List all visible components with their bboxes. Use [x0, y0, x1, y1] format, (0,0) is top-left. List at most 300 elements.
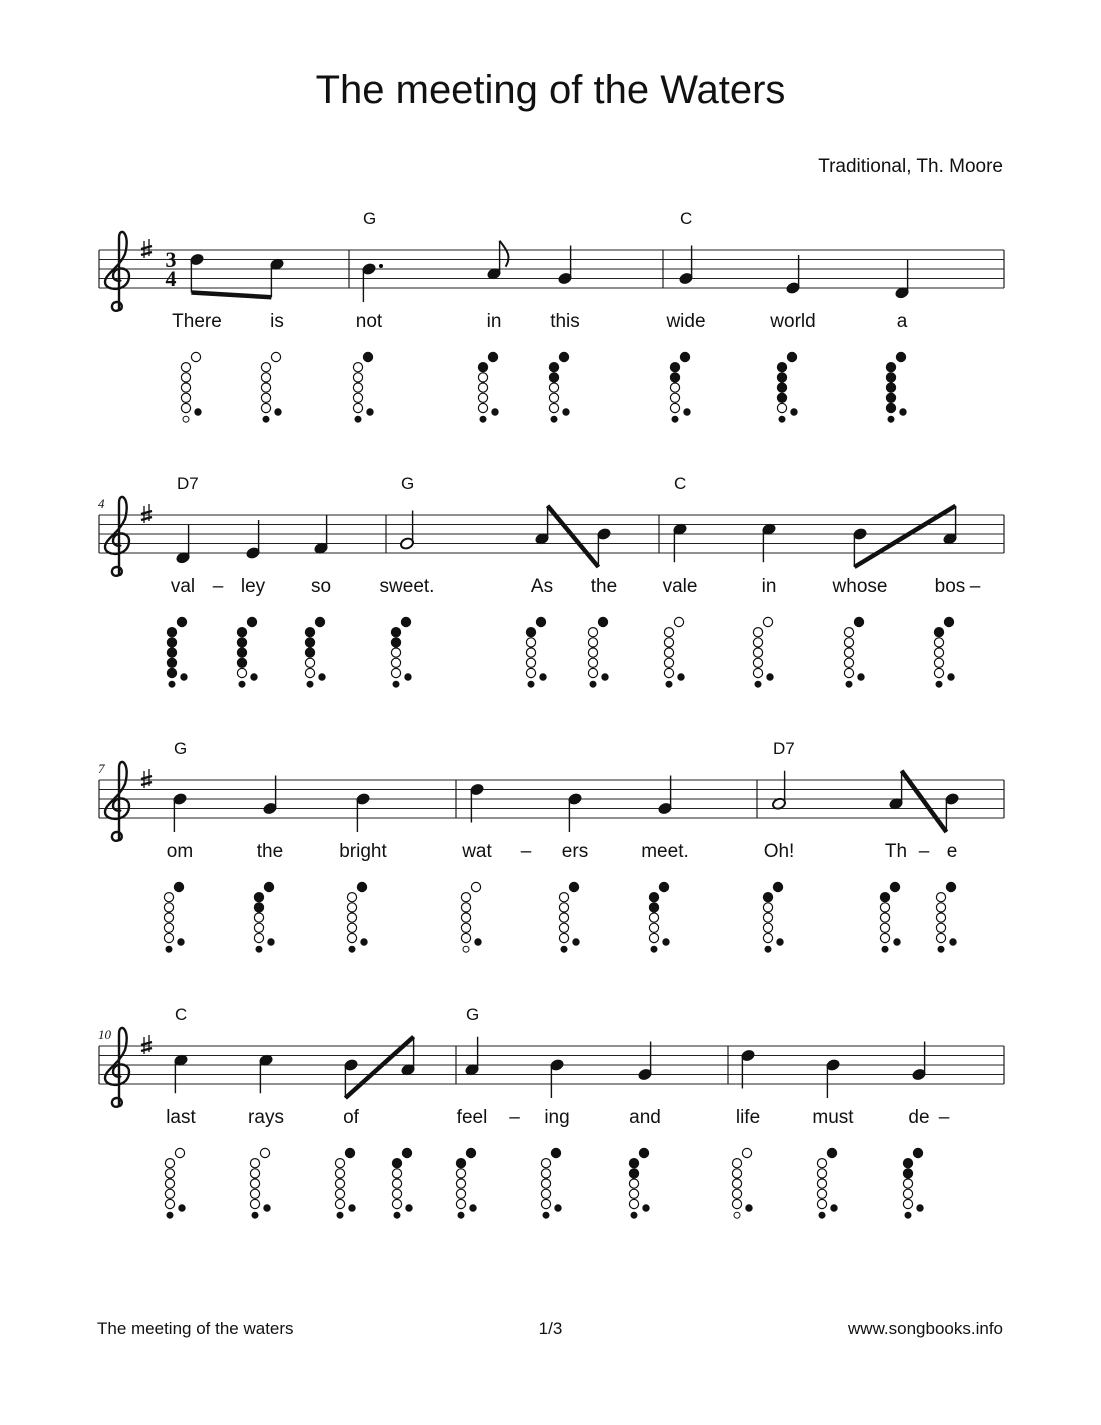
bell-hole — [179, 1205, 185, 1211]
finger-hole — [787, 352, 796, 361]
finger-hole — [461, 913, 470, 922]
finger-hole — [541, 1169, 550, 1178]
key-signature-sharp-icon — [141, 504, 152, 523]
finger-hole — [680, 352, 689, 361]
sharp-bar — [141, 782, 152, 785]
fingering-chart — [817, 1148, 837, 1218]
thumb-hole — [765, 946, 771, 952]
lyric-syllable: in — [761, 576, 777, 597]
finger-hole — [237, 638, 246, 647]
finger-hole — [670, 393, 679, 402]
key-signature-sharp-icon — [141, 239, 152, 258]
finger-hole — [763, 933, 772, 942]
finger-hole — [250, 1159, 259, 1168]
finger-hole — [461, 933, 470, 942]
fingering-chart — [629, 1148, 649, 1218]
finger-hole — [526, 638, 535, 647]
finger-hole — [936, 913, 945, 922]
bell-hole — [195, 409, 201, 415]
finger-hole — [247, 617, 256, 626]
finger-hole — [347, 933, 356, 942]
finger-hole — [664, 638, 673, 647]
finger-hole — [541, 1189, 550, 1198]
chord-symbol: C — [674, 474, 687, 493]
bell-hole — [948, 674, 954, 680]
bell-hole — [900, 409, 906, 415]
finger-hole — [456, 1179, 465, 1188]
thumb-hole — [463, 946, 469, 952]
finger-hole — [777, 393, 786, 402]
finger-hole — [526, 648, 535, 657]
fingering-chart — [886, 352, 906, 422]
finger-hole — [588, 628, 597, 637]
finger-hole — [305, 658, 314, 667]
finger-hole — [880, 923, 889, 932]
thumb-hole — [882, 946, 888, 952]
thumb-hole — [666, 681, 672, 687]
finger-hole — [559, 352, 568, 361]
finger-hole — [827, 1148, 836, 1157]
lyric-syllable: vale — [662, 576, 698, 597]
lyric-syllable: world — [770, 311, 816, 332]
bell-hole — [791, 409, 797, 415]
finger-hole — [569, 882, 578, 891]
finger-hole — [886, 403, 895, 412]
finger-hole — [588, 668, 597, 677]
finger-hole — [391, 648, 400, 657]
thumb-hole — [936, 681, 942, 687]
finger-hole — [456, 1189, 465, 1198]
finger-hole — [541, 1199, 550, 1208]
finger-hole — [181, 403, 190, 412]
finger-hole — [817, 1179, 826, 1188]
fingering-chart — [261, 352, 281, 422]
finger-hole — [167, 658, 176, 667]
fingering-chart — [763, 882, 783, 952]
finger-hole — [844, 668, 853, 677]
fingering-chart — [844, 617, 864, 687]
finger-hole — [254, 903, 263, 912]
fingering-chart — [753, 617, 773, 687]
fingering-chart — [461, 882, 481, 952]
finger-hole — [391, 628, 400, 637]
finger-hole — [261, 403, 270, 412]
finger-hole — [541, 1159, 550, 1168]
finger-hole — [174, 882, 183, 891]
finger-hole — [903, 1189, 912, 1198]
finger-hole — [181, 393, 190, 402]
bell-hole — [663, 939, 669, 945]
finger-hole — [181, 373, 190, 382]
finger-hole — [549, 393, 558, 402]
chord-symbol: G — [401, 474, 415, 493]
thumb-hole — [734, 1212, 740, 1218]
finger-hole — [471, 882, 480, 891]
finger-hole — [934, 668, 943, 677]
fingering-chart — [880, 882, 900, 952]
finger-hole — [335, 1169, 344, 1178]
finger-hole — [181, 383, 190, 392]
finger-hole — [946, 882, 955, 891]
sharp-bar — [141, 1048, 152, 1051]
finger-hole — [353, 383, 362, 392]
fingering-chart — [670, 352, 690, 422]
finger-hole — [670, 383, 679, 392]
finger-hole — [164, 933, 173, 942]
finger-hole — [880, 903, 889, 912]
finger-hole — [237, 628, 246, 637]
augmentation-dot — [379, 264, 383, 268]
finger-hole — [164, 893, 173, 902]
fingering-chart — [392, 1148, 412, 1218]
finger-hole — [844, 638, 853, 647]
finger-hole — [353, 373, 362, 382]
lyric-syllable: om — [166, 841, 194, 862]
finger-hole — [903, 1179, 912, 1188]
bell-hole — [573, 939, 579, 945]
lyric-syllable: this — [550, 311, 580, 332]
fingering-chart — [456, 1148, 476, 1218]
thumb-hole — [905, 1212, 911, 1218]
finger-hole — [670, 403, 679, 412]
finger-hole — [629, 1169, 638, 1178]
finger-hole — [175, 1148, 184, 1157]
lyric-syllable: bos — [934, 576, 966, 597]
finger-hole — [598, 617, 607, 626]
finger-hole — [549, 363, 558, 372]
finger-hole — [237, 668, 246, 677]
lyric-hyphen: – — [918, 841, 930, 862]
finger-hole — [777, 403, 786, 412]
finger-hole — [664, 648, 673, 657]
finger-hole — [880, 913, 889, 922]
treble-clef-path — [105, 232, 129, 311]
finger-hole — [466, 1148, 475, 1157]
thumb-hole — [169, 681, 175, 687]
thumb-hole — [755, 681, 761, 687]
bell-hole — [268, 939, 274, 945]
song-title: The meeting of the Waters — [315, 68, 786, 112]
finger-hole — [261, 363, 270, 372]
finger-hole — [896, 352, 905, 361]
finger-hole — [763, 923, 772, 932]
finger-hole — [353, 393, 362, 402]
thumb-hole — [252, 1212, 258, 1218]
lyric-syllable: ing — [544, 1107, 570, 1128]
finger-hole — [254, 913, 263, 922]
lyric-syllable: and — [629, 1107, 661, 1128]
finger-hole — [347, 923, 356, 932]
bell-hole — [319, 674, 325, 680]
thumb-hole — [888, 416, 894, 422]
thumb-hole — [458, 1212, 464, 1218]
finger-hole — [559, 923, 568, 932]
composer-credit: Traditional, Th. Moore — [818, 156, 1003, 177]
finger-hole — [541, 1179, 550, 1188]
lyric-syllable: val — [170, 576, 196, 597]
finger-hole — [264, 882, 273, 891]
thumb-hole — [183, 416, 189, 422]
finger-hole — [167, 668, 176, 677]
finger-hole — [305, 628, 314, 637]
finger-hole — [777, 383, 786, 392]
finger-hole — [478, 393, 487, 402]
finger-hole — [549, 403, 558, 412]
fingering-chart — [391, 617, 411, 687]
thumb-hole — [672, 416, 678, 422]
lyric-syllable: in — [486, 311, 502, 332]
thumb-hole — [256, 946, 262, 952]
bell-hole — [767, 674, 773, 680]
lyric-syllable: not — [355, 311, 383, 332]
finger-hole — [559, 913, 568, 922]
bell-hole — [264, 1205, 270, 1211]
finger-hole — [254, 933, 263, 942]
finger-hole — [456, 1199, 465, 1208]
thumb-hole — [551, 416, 557, 422]
fingering-chart — [903, 1148, 923, 1218]
bell-hole — [178, 939, 184, 945]
finger-hole — [305, 638, 314, 647]
fingering-chart — [588, 617, 608, 687]
finger-hole — [478, 373, 487, 382]
thumb-hole — [819, 1212, 825, 1218]
key-signature-sharp-icon — [141, 1035, 152, 1054]
footer-song-name: The meeting of the waters — [97, 1319, 294, 1338]
finger-hole — [461, 893, 470, 902]
bell-hole — [181, 674, 187, 680]
finger-hole — [549, 383, 558, 392]
finger-hole — [753, 658, 762, 667]
bell-hole — [563, 409, 569, 415]
finger-hole — [261, 373, 270, 382]
finger-hole — [164, 923, 173, 932]
finger-hole — [335, 1199, 344, 1208]
finger-hole — [335, 1189, 344, 1198]
finger-hole — [526, 668, 535, 677]
fingering-chart — [549, 352, 569, 422]
finger-hole — [742, 1148, 751, 1157]
finger-hole — [165, 1169, 174, 1178]
lyric-syllable: a — [896, 311, 908, 332]
finger-hole — [347, 903, 356, 912]
finger-hole — [478, 383, 487, 392]
fingering-chart — [478, 352, 498, 422]
finger-hole — [250, 1199, 259, 1208]
footer-website: www.songbooks.info — [848, 1319, 1003, 1338]
finger-hole — [936, 903, 945, 912]
finger-hole — [903, 1169, 912, 1178]
thumb-hole — [631, 1212, 637, 1218]
finger-hole — [261, 393, 270, 402]
fingering-chart — [777, 352, 797, 422]
sharp-bar — [141, 1042, 152, 1045]
fingering-chart — [164, 882, 184, 952]
finger-hole — [536, 617, 545, 626]
lyric-hyphen: – — [520, 841, 532, 862]
thumb-hole — [543, 1212, 549, 1218]
sharp-bar — [141, 776, 152, 779]
finger-hole — [391, 638, 400, 647]
finger-hole — [488, 352, 497, 361]
thumb-hole — [528, 681, 534, 687]
finger-hole — [854, 617, 863, 626]
fingering-chart — [167, 617, 187, 687]
thumb-hole — [394, 1212, 400, 1218]
finger-hole — [588, 658, 597, 667]
finger-hole — [934, 648, 943, 657]
finger-hole — [237, 648, 246, 657]
finger-hole — [649, 903, 658, 912]
bell-hole — [894, 939, 900, 945]
bell-hole — [777, 939, 783, 945]
finger-hole — [392, 1159, 401, 1168]
lyric-syllable: is — [270, 311, 284, 332]
finger-hole — [944, 617, 953, 626]
fingering-chart — [254, 882, 274, 952]
thumb-hole — [846, 681, 852, 687]
fingering-chart — [732, 1148, 752, 1218]
bell-hole — [406, 1205, 412, 1211]
chord-symbol: G — [363, 209, 377, 228]
finger-hole — [844, 658, 853, 667]
lyric-syllable: so — [310, 576, 332, 597]
thumb-hole — [167, 1212, 173, 1218]
lyric-syllable: of — [343, 1107, 359, 1128]
finger-hole — [732, 1199, 741, 1208]
fingering-chart — [559, 882, 579, 952]
finger-hole — [880, 933, 889, 942]
finger-hole — [315, 617, 324, 626]
finger-hole — [167, 628, 176, 637]
finger-hole — [271, 352, 280, 361]
thumb-hole — [166, 946, 172, 952]
finger-hole — [732, 1169, 741, 1178]
lyric-hyphen: – — [212, 576, 224, 597]
lyric-syllable: As — [530, 576, 554, 597]
finger-hole — [167, 638, 176, 647]
bell-hole — [555, 1205, 561, 1211]
thumb-hole — [561, 946, 567, 952]
thumb-hole — [938, 946, 944, 952]
lyric-syllable: There — [172, 311, 222, 332]
finger-hole — [392, 1199, 401, 1208]
bell-hole — [950, 939, 956, 945]
bell-hole — [540, 674, 546, 680]
bell-hole — [917, 1205, 923, 1211]
finger-hole — [461, 903, 470, 912]
lyric-syllable: sweet. — [379, 576, 435, 597]
lyric-syllable: meet. — [641, 841, 689, 862]
treble-clef-path — [105, 762, 129, 841]
finger-hole — [844, 648, 853, 657]
thumb-hole — [337, 1212, 343, 1218]
finger-hole — [347, 913, 356, 922]
fingering-chart — [353, 352, 373, 422]
bell-hole — [643, 1205, 649, 1211]
finger-hole — [629, 1179, 638, 1188]
sharp-bar — [141, 511, 152, 514]
finger-hole — [844, 628, 853, 637]
finger-hole — [254, 893, 263, 902]
finger-hole — [559, 893, 568, 902]
chord-symbol: G — [466, 1005, 480, 1024]
finger-hole — [629, 1199, 638, 1208]
finger-hole — [588, 638, 597, 647]
bell-hole — [746, 1205, 752, 1211]
finger-hole — [526, 628, 535, 637]
fingering-chart — [934, 617, 954, 687]
thumb-hole — [307, 681, 313, 687]
finger-hole — [639, 1148, 648, 1157]
finger-hole — [335, 1159, 344, 1168]
bell-hole — [831, 1205, 837, 1211]
finger-hole — [305, 648, 314, 657]
lyric-syllable: e — [946, 841, 958, 862]
treble-clef-path — [105, 497, 129, 576]
finger-hole — [164, 903, 173, 912]
finger-hole — [777, 363, 786, 372]
finger-hole — [250, 1179, 259, 1188]
finger-hole — [167, 648, 176, 657]
lyric-syllable: wat — [462, 841, 492, 862]
finger-hole — [629, 1189, 638, 1198]
fingering-chart — [165, 1148, 185, 1218]
chord-symbol: C — [680, 209, 693, 228]
finger-hole — [936, 933, 945, 942]
finger-hole — [165, 1189, 174, 1198]
finger-hole — [886, 383, 895, 392]
finger-hole — [165, 1159, 174, 1168]
finger-hole — [934, 638, 943, 647]
finger-hole — [456, 1169, 465, 1178]
lyric-syllable: rays — [248, 1107, 284, 1128]
finger-hole — [478, 363, 487, 372]
lyric-syllable: last — [166, 1107, 196, 1128]
lyric-hyphen: – — [938, 1107, 950, 1128]
finger-hole — [456, 1159, 465, 1168]
finger-hole — [664, 628, 673, 637]
time-signature-numerator: 3 — [165, 247, 177, 272]
fingering-chart — [347, 882, 367, 952]
footer-page-number: 1/3 — [538, 1319, 563, 1338]
finger-hole — [391, 658, 400, 667]
key-signature-sharp-icon — [141, 769, 152, 788]
finger-hole — [664, 668, 673, 677]
lyric-syllable: must — [812, 1107, 854, 1128]
finger-hole — [773, 882, 782, 891]
thumb-hole — [349, 946, 355, 952]
measure-number: 10 — [98, 1027, 111, 1042]
finger-hole — [777, 373, 786, 382]
bell-hole — [251, 674, 257, 680]
finger-hole — [886, 363, 895, 372]
finger-hole — [401, 617, 410, 626]
thumb-hole — [651, 946, 657, 952]
finger-hole — [335, 1179, 344, 1188]
bell-hole — [678, 674, 684, 680]
finger-hole — [526, 658, 535, 667]
finger-hole — [664, 658, 673, 667]
finger-hole — [353, 403, 362, 412]
fingering-chart — [250, 1148, 270, 1218]
finger-hole — [649, 923, 658, 932]
treble-clef-icon — [105, 497, 129, 576]
finger-hole — [763, 617, 772, 626]
finger-hole — [177, 617, 186, 626]
lyric-syllable: bright — [339, 841, 387, 862]
finger-hole — [629, 1159, 638, 1168]
